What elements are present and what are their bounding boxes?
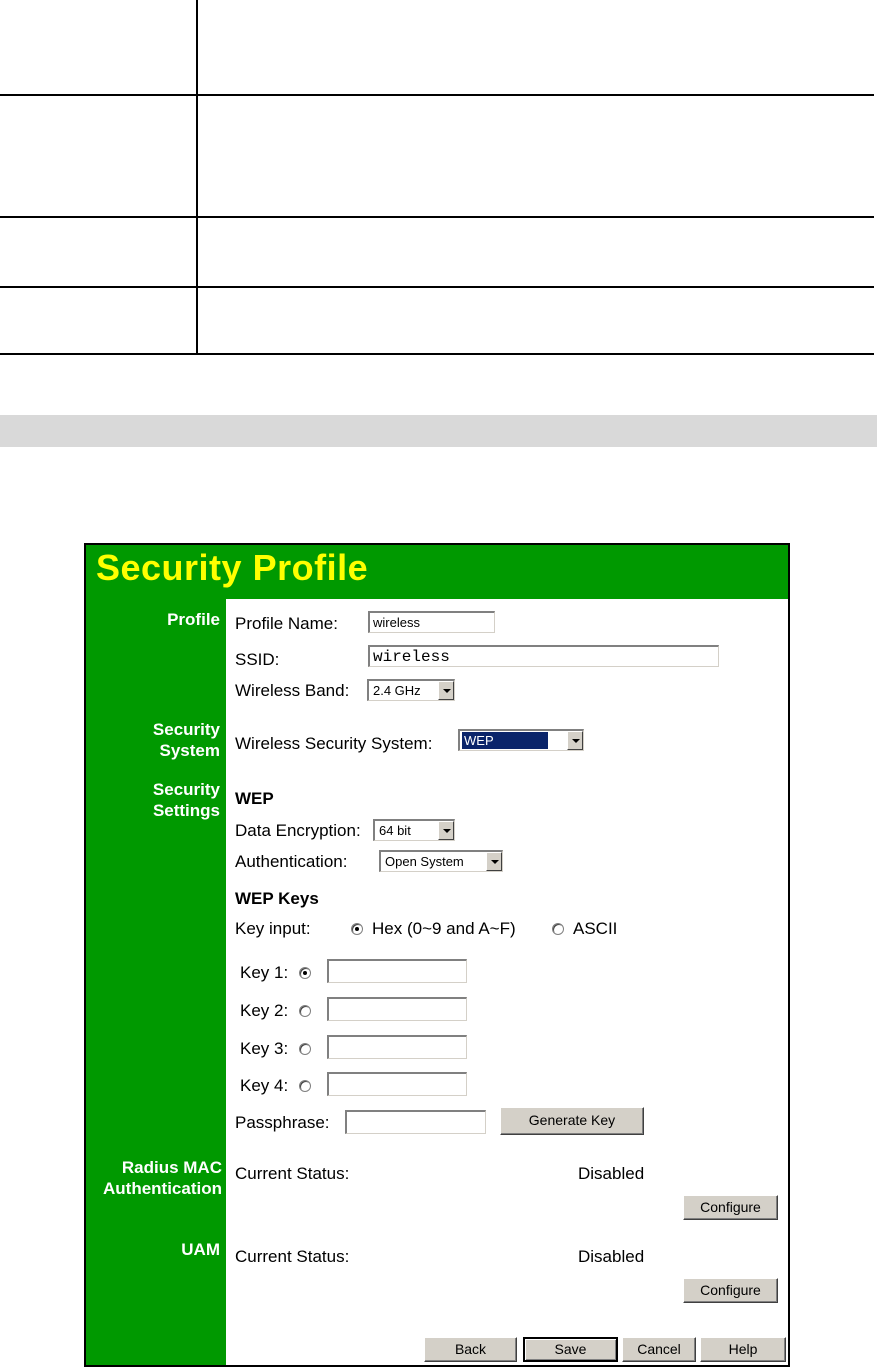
- authentication-select[interactable]: [379, 850, 503, 872]
- key-4-label: Key 4:: [240, 1076, 289, 1095]
- uam-configure-button[interactable]: Configure: [683, 1278, 778, 1303]
- radius-mac-status-value: Disabled: [578, 1164, 645, 1183]
- page-header: [86, 545, 788, 599]
- key-4-radio[interactable]: [299, 1080, 311, 1092]
- wep-heading: WEP: [235, 789, 274, 808]
- chevron-down-icon[interactable]: [438, 821, 454, 840]
- key-2-input[interactable]: [327, 997, 467, 1021]
- chevron-down-icon[interactable]: [486, 852, 502, 871]
- table-row-divider: [0, 216, 874, 218]
- ssid-label: SSID:: [235, 650, 280, 669]
- cancel-button[interactable]: Cancel: [622, 1337, 696, 1362]
- sidebar-label-security-system: Security System: [152, 720, 220, 760]
- chevron-down-icon[interactable]: [438, 681, 454, 700]
- data-encryption-label: Data Encryption:: [235, 821, 361, 840]
- passphrase-label: Passphrase:: [235, 1113, 330, 1132]
- table-column-divider: [196, 0, 198, 355]
- ssid-input[interactable]: wireless: [368, 645, 719, 667]
- hex-option-label: Hex (0~9 and A~F): [372, 919, 516, 938]
- table-row-divider: [0, 286, 874, 288]
- radius-mac-configure-button[interactable]: Configure: [683, 1195, 778, 1220]
- wireless-band-label: Wireless Band:: [235, 681, 350, 700]
- chevron-down-icon[interactable]: [567, 731, 583, 750]
- profile-name-input[interactable]: wireless: [368, 611, 495, 633]
- authentication-label: Authentication:: [235, 852, 348, 871]
- wireless-band-select[interactable]: [367, 679, 455, 701]
- key-3-radio[interactable]: [299, 1043, 311, 1055]
- sidebar-label-security-settings: Security Settings: [152, 780, 220, 820]
- sidebar-label-profile: Profile: [167, 610, 220, 629]
- key-3-label: Key 3:: [240, 1039, 289, 1058]
- security-profile-window: [84, 543, 790, 1367]
- radius-mac-status-label: Current Status:: [235, 1164, 350, 1183]
- wireless-security-system-value: WEP: [462, 732, 548, 749]
- sidebar-label-radius-mac: Radius MAC Authentication: [103, 1158, 222, 1198]
- hex-radio[interactable]: [351, 923, 363, 935]
- uam-status-label: Current Status:: [235, 1247, 350, 1266]
- page-title: Security Profile: [96, 547, 369, 588]
- key-2-radio[interactable]: [299, 1005, 311, 1017]
- key-1-input[interactable]: [327, 959, 467, 983]
- back-button[interactable]: Back: [424, 1337, 517, 1362]
- wireless-band-value: 2.4 GHz: [373, 683, 421, 698]
- profile-name-label: Profile Name:: [235, 614, 338, 633]
- uam-status-value: Disabled: [578, 1247, 645, 1266]
- table-row-divider: [0, 94, 874, 96]
- key-input-label: Key input:: [235, 919, 311, 938]
- key-1-label: Key 1:: [240, 963, 289, 982]
- wireless-security-system-label: Wireless Security System:: [235, 734, 433, 753]
- wireless-security-system-select[interactable]: [458, 729, 584, 751]
- generate-key-button[interactable]: Generate Key: [500, 1107, 644, 1135]
- key-2-label: Key 2:: [240, 1001, 289, 1020]
- data-encryption-value: 64 bit: [379, 823, 411, 838]
- key-1-radio[interactable]: [299, 967, 311, 979]
- ascii-option-label: ASCII: [573, 919, 618, 938]
- help-button[interactable]: Help: [700, 1337, 786, 1362]
- sidebar: [86, 599, 226, 1365]
- document-table: [0, 0, 874, 355]
- section-heading-bar: [0, 415, 877, 447]
- passphrase-input[interactable]: [345, 1110, 486, 1134]
- save-button[interactable]: Save: [523, 1337, 618, 1362]
- sidebar-label-uam: UAM: [181, 1240, 220, 1259]
- main-content: [226, 599, 788, 1365]
- wep-keys-heading: WEP Keys: [235, 889, 319, 908]
- authentication-value: Open System: [385, 854, 464, 869]
- ascii-radio[interactable]: [552, 923, 564, 935]
- key-4-input[interactable]: [327, 1072, 467, 1096]
- key-3-input[interactable]: [327, 1035, 467, 1059]
- data-encryption-select[interactable]: [373, 819, 455, 841]
- table-row-divider: [0, 353, 874, 355]
